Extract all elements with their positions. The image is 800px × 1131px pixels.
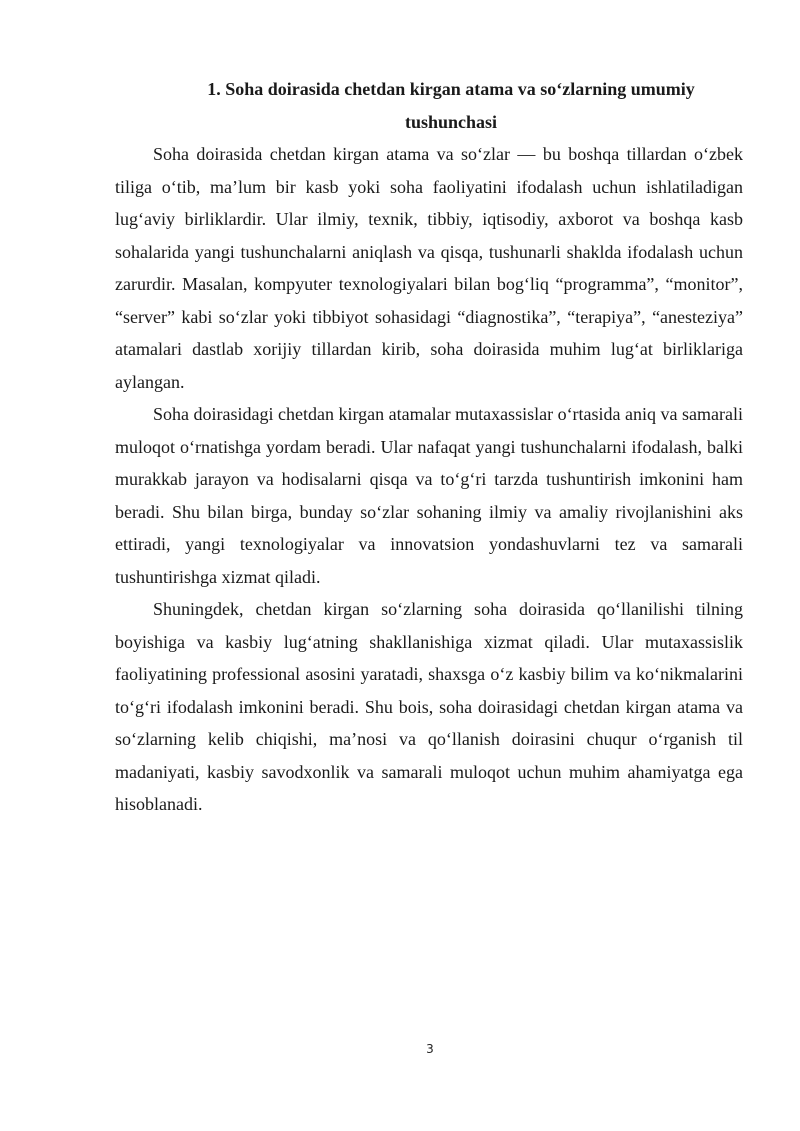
section-heading: 1. Soha doirasida chetdan kirgan atama va so‘zlarning umumiy tushunchasi bbox=[207, 79, 695, 132]
page-body bbox=[115, 73, 743, 821]
paragraph-2: Soha doirasidagi chetdan kirgan atamalar mutaxassislar o‘rtasida aniq va samarali muloqot o‘rnatishga yordam beradi. Ular nafaqat yangi tushunchalarni ifodalash, balki murakkab jarayon va hodisalarni qisqa va to‘g‘ri tarzda tushuntirish imkonini ham beradi. Shu bilan birga, bunday so‘zlar sohaning ilmiy va amaliy rivojlanishini aks ettiradi, yangi texnologiyalar va innovatsion yondashuvlarni tez va samarali tushuntirishga xizmat qiladi. bbox=[115, 404, 743, 587]
page-number: 3 bbox=[426, 1042, 434, 1056]
paragraph-1: Soha doirasida chetdan kirgan atama va so‘zlar — bu boshqa tillardan o‘zbek tiliga o‘tib, ma’lum bir kasb yoki soha faoliyatini ifodalash uchun ishlatiladigan lug‘aviy birliklardir. Ular ilmiy, texnik, tibbiy, iqtisodiy, axborot va boshqa kasb sohalarida yangi tushunchalarni aniqlash va qisqa, tushunarli shaklda ifodalash uchun zarurdir. Masalan, kompyuter texnologiyalari bilan bog‘liq “programma”, “monitor”, “server” kabi so‘zlar yoki tibbiyot sohasidagi “diagnostika”, “terapiya”, “anesteziya” atamalari dastlab xorijiy tillardan kirib, soha doirasida muhim lug‘at birliklariga aylangan. bbox=[115, 144, 743, 392]
paragraph-3: Shuningdek, chetdan kirgan so‘zlarning soha doirasida qo‘llanilishi tilning boyishiga va kasbiy lug‘atning shakllanishiga xizmat qiladi. Ular mutaxassislik faoliyatining professional asosini yaratadi, shaxsga o‘z kasbiy bilim va ko‘nikmalarini to‘g‘ri ifodalash imkonini beradi. Shu bois, soha doirasidagi chetdan kirgan atama va so‘zlarning kelib chiqishi, ma’nosi va qo‘llanish doirasini chuqur o‘rganish til madaniyati, kasbiy savodxonlik va samarali muloqot uchun muhim ahamiyatga ega hisoblanadi. bbox=[115, 599, 743, 814]
